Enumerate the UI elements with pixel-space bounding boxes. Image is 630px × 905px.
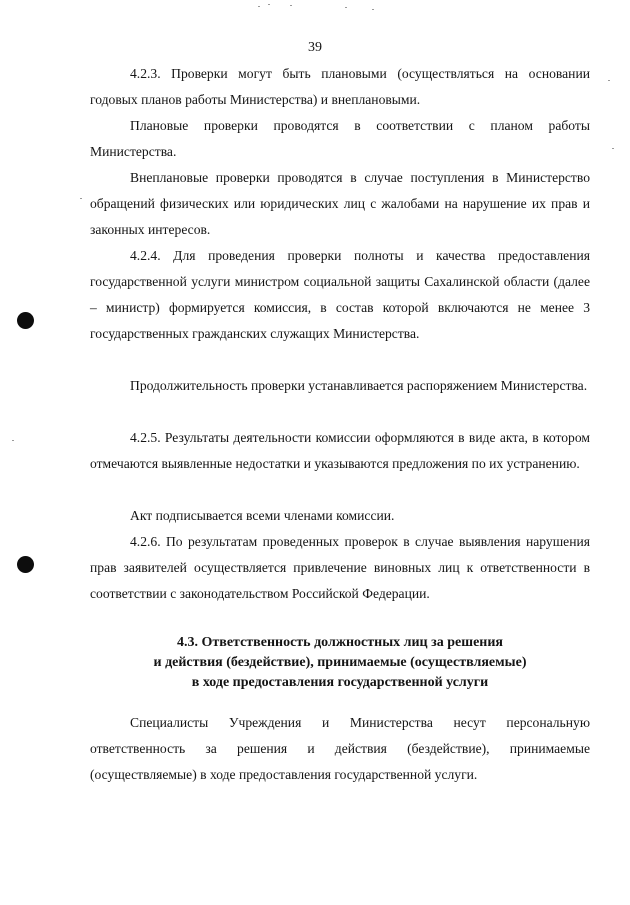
paragraph-planned-checks: Плановые проверки проводятся в соответствии с планом работы Министерства.: [90, 118, 590, 159]
heading-line-1: 4.3. Ответственность должностных лиц за решения: [177, 635, 503, 650]
scan-speck: [12, 440, 14, 441]
paragraph-4-2-6: 4.2.6. По результатам проведенных проверок в случае выявления нарушения прав заявителей осуществляется привлечение виновных лиц к ответственности в соответствии с законодательством Российской Федерации.: [90, 534, 590, 601]
scan-speck: [80, 198, 82, 199]
page-number: 39: [308, 40, 322, 55]
paragraph-4-2-5: 4.2.5. Результаты деятельности комиссии оформляются в виде акта, в котором отмечаются выявленные недостатки и указываются предложения по их устранению.: [90, 430, 590, 471]
punch-hole-top: [17, 312, 34, 329]
heading-line-3: в ходе предоставления государственной услуги: [191, 675, 489, 690]
paragraph-responsibility: Специалисты Учреждения и Министерства несут персональную ответственность за решения и действия (бездействие), принимаемые (осуществляемые) в ходе предоставления государственной услуги.: [90, 715, 590, 782]
section-heading-4-3: [90, 633, 590, 693]
punch-hole-bottom: [17, 556, 34, 573]
scan-speck: [268, 4, 270, 5]
paragraph-4-2-3: 4.2.3. Проверки могут быть плановыми (осуществляться на основании годовых планов работы Министерства) и внеплановыми.: [90, 66, 590, 107]
scan-speck: [345, 7, 347, 8]
paragraph-duration: Продолжительность проверки устанавливается распоряжением Министерства.: [130, 378, 588, 393]
scan-speck: [290, 5, 292, 6]
heading-line-2: и действия (бездействие), принимаемые (осуществляемые): [153, 655, 527, 670]
scan-speck: [608, 80, 610, 81]
scan-speck: [612, 148, 614, 149]
scan-speck: [258, 6, 260, 7]
paragraph-act-signed: Акт подписывается всеми членами комиссии.: [130, 508, 395, 523]
paragraph-4-2-4: 4.2.4. Для проведения проверки полноты и качества предоставления государственной услуги министром социальной защиты Сахалинской области (далее – министр) формируется комиссия, в состав которой включаются не менее 3 государственных гражданских служащих Министерства.: [90, 248, 590, 341]
paragraph-unplanned-checks: Внеплановые проверки проводятся в случае поступления в Министерство обращений физических или юридических лиц с жалобами на нарушение их прав и законных интересов.: [90, 170, 590, 237]
scan-speck: [372, 9, 374, 10]
